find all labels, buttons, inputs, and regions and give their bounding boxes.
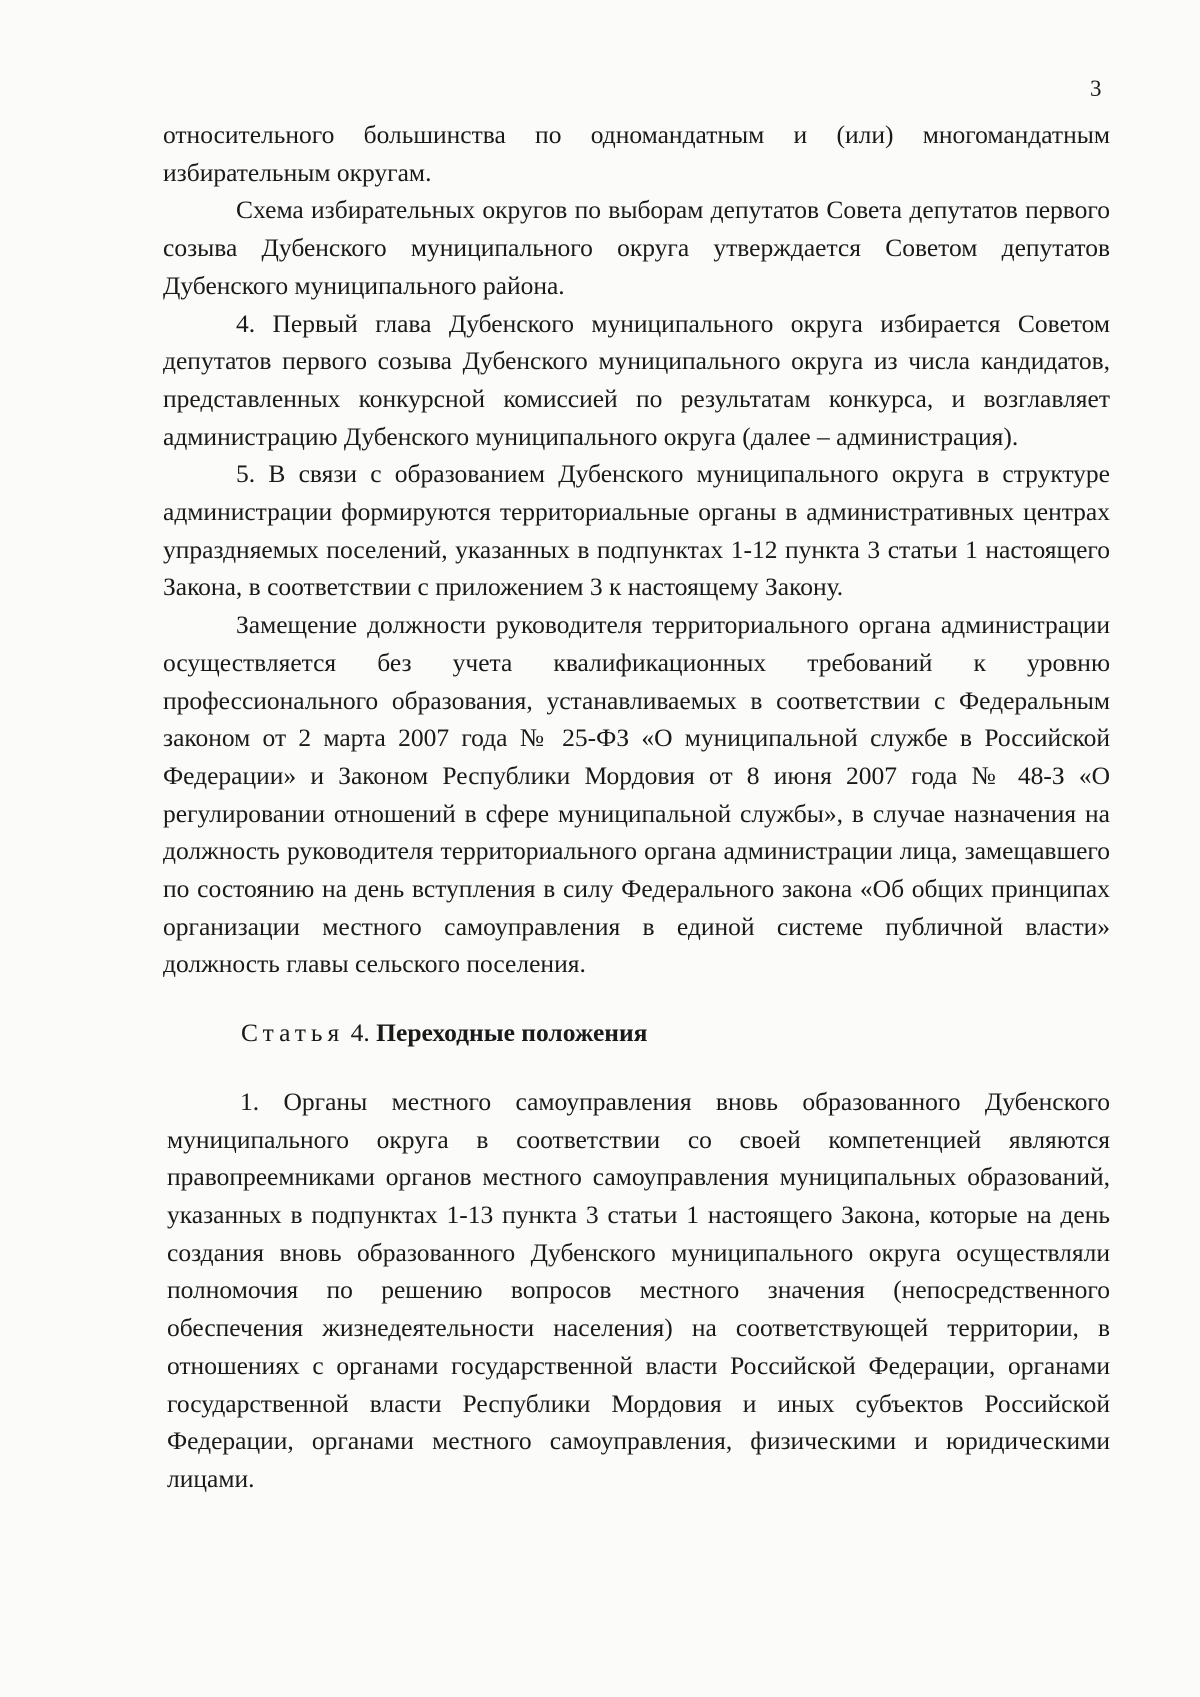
document-body (163, 116, 1110, 1498)
paragraph-item-5: 5. В связи с образованием Дубенского муниципального округа в структуре администрации формируются территориальные органы в административных центрах упраздняемых поселений, указанных в подпунктах 1-12 пункта 3 статьи 1 настоящего Закона, в соответствии с приложением 3 к настоящему Закону. (163, 459, 1110, 602)
article-4-paragraph-1: 1. Органы местного самоуправления вновь образованного Дубенского муниципального округа в соответствии со своей компетенцией являются правопреемниками органов местного самоуправления муниципальных образований, указанных в подпунктах 1-13 пункта 3 статьи 1 настоящего Закона, которые на день создания вновь образованного Дубенского муниципального округа осуществляли полномочия по решению вопросов местного значения (непосредственного обеспечения жизнедеятельности населения) на соответствующей территории, в отношениях с органами государственной власти Российской Федерации, органами государственной власти Республики Мордовия и иных субъектов Российской Федерации, органами местного самоуправления, физическими и юридическими лицами. (167, 1086, 1110, 1493)
paragraph-item-4: 4. Первый глава Дубенского муниципального округа избирается Советом депутатов первого созыва Дубенского муниципального округа из числа кандидатов, представленных конкурсной комиссией по результатам конкурса, и возглавляет администрацию Дубенского муниципального округа (далее – администрация). (163, 308, 1110, 451)
article-label: Статья (241, 1018, 345, 1048)
paragraph-continuation: относительного большинства по одномандатным и (или) многомандатным избирательным округам. (163, 120, 1110, 187)
article-title: Переходные положения (376, 1018, 648, 1048)
paragraph-replacement: Замещение должности руководителя территориального органа администрации осуществляется без учета квалификационных требований к уровню профессионального образования, устанавливаемых в соответствии с Федеральным законом от 2 марта 2007 года № 25-ФЗ «О муниципальной службе в Российской Федерации» и Законом Республики Мордовия от 8 июня 2007 года № 48-З «О регулировании отношений в сфере муниципальной службы», в случае назначения на должность руководителя территориального органа администрации лица, замещавшего по состоянию на день вступления в силу Федерального закона «Об общих принципах организации местного самоуправления в единой системе публичной власти» должность главы сельского поселения. (163, 610, 1110, 979)
page-number: 3 (1090, 76, 1102, 101)
paragraph-scheme: Схема избирательных округов по выборам депутатов Совета депутатов первого созыва Дубенского муниципального округа утверждается Советом депутатов Дубенского муниципального района. (163, 195, 1110, 300)
article-number: 4. (344, 1018, 377, 1048)
article-4-heading (163, 1014, 1110, 1052)
